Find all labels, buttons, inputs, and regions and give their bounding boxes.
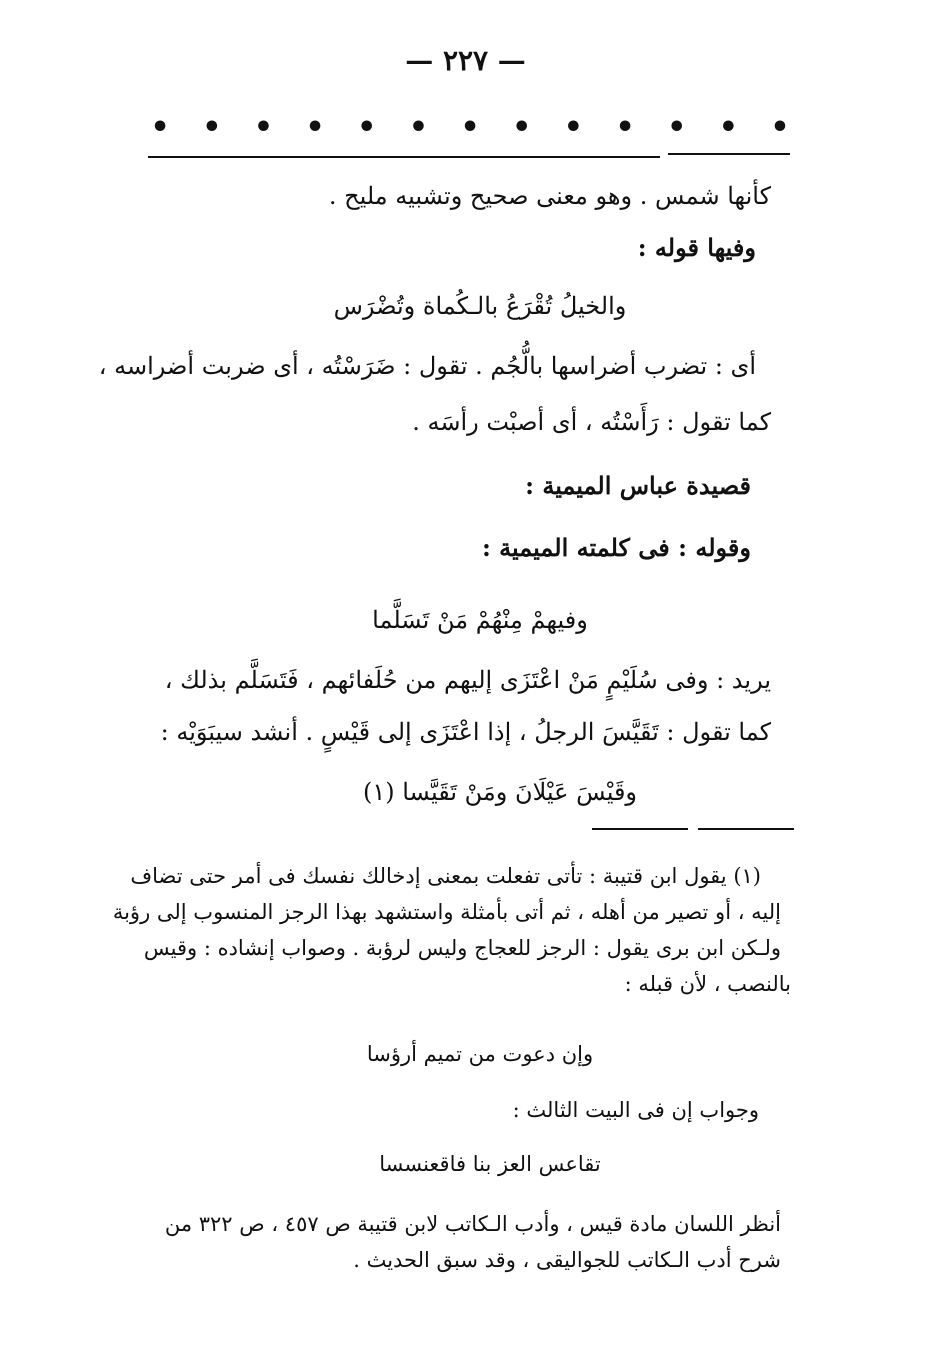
- footnote-line: (١) يقول ابن قتيبة : تأتى تفعلت بمعنى إدخالك نفسك فى أمر حتى تضاف: [130, 864, 761, 888]
- separator-dot: •: [563, 110, 583, 145]
- footnote-line: ولـكن ابن برى يقول : الرجز للعجاج وليس لرؤبة . وصواب إنشاده : وقيس: [143, 936, 781, 960]
- header-rule-right: [668, 153, 790, 155]
- header-rule-left: [148, 156, 660, 158]
- section-heading: قصيدة عباس الميمية :: [525, 471, 751, 500]
- separator-dot: •: [253, 110, 274, 145]
- text-line: كما تقول : تَقَيَّسَ الرجلُ ، إذا اعْتَزَى إلى قَيْسٍ . أنشد سيبَوَيْه :: [160, 718, 771, 746]
- text-line: كأنها شمس . وهو معنى صحيح وتشبيه مليح .: [328, 182, 771, 210]
- separator-dot: •: [357, 110, 377, 145]
- footnote-line: شرح أدب الـكاتب للجواليقى ، وقد سبق الحديث .: [353, 1248, 781, 1272]
- footnote-verse: وإن دعوت من تميم أرؤسا: [366, 1042, 594, 1066]
- text-line: وقوله : فى كلمته الميمية :: [481, 533, 751, 562]
- separator-dot: •: [770, 110, 790, 145]
- verse-line: وقَيْسَ عَيْلَانَ ومَنْ تَقَيَّسا (١): [362, 778, 638, 806]
- separator-dot: •: [512, 110, 532, 145]
- separator-dot: •: [460, 110, 480, 145]
- separator-dot: •: [305, 110, 325, 145]
- separator-dot: •: [615, 110, 635, 145]
- separator-dot: •: [202, 110, 222, 145]
- footnote-rule-left: [592, 828, 688, 830]
- text-line: يريد : وفى سُلَيْمٍ مَنْ اعْتَزَى إليهم من حُلَفائهم ، فَتَسَلَّم بذلك ،: [164, 666, 771, 694]
- page-number: — ٢٢٧ —: [405, 44, 526, 77]
- text-line: وفيها قوله :: [637, 233, 756, 262]
- dotted-separator: [150, 110, 790, 145]
- separator-dot: •: [150, 110, 170, 145]
- footnote-rule-right: [698, 828, 794, 830]
- text-line: أى : تضرب أضراسها بالُّجُم . تقول : ضَرَسْتُه ، أى ضربت أضراسه ،: [98, 352, 756, 380]
- verse-line: والخيلُ تُقْرَعُ بالـكُماة وتُضْرَس: [333, 292, 627, 320]
- footnote-line: وجواب إن فى البيت الثالث :: [512, 1098, 759, 1122]
- verse-line: وفيهمْ مِنْهُمْ مَنْ تَسَلَّما: [372, 606, 588, 634]
- separator-dot: •: [667, 110, 687, 145]
- footnote-verse: تقاعس العز بنا فاقعنسسا: [379, 1152, 601, 1176]
- text-line: كما تقول : رَأَسْتُه ، أى أصبْت رأسَه .: [412, 408, 771, 436]
- separator-dot: •: [408, 110, 428, 145]
- footnote-line: إليه ، أو تصير من أهله ، ثم أتى بأمثلة واستشهد بهذا الرجز المنسوب إلى رؤبة: [112, 900, 781, 924]
- separator-dot: •: [718, 110, 738, 145]
- footnote-line: أنظر اللسان مادة قيس ، وأدب الـكاتب لابن قتيبة ص ٤٥٧ ، ص ٣٢٢ من: [164, 1212, 781, 1236]
- footnote-line: بالنصب ، لأن قبله :: [624, 972, 791, 996]
